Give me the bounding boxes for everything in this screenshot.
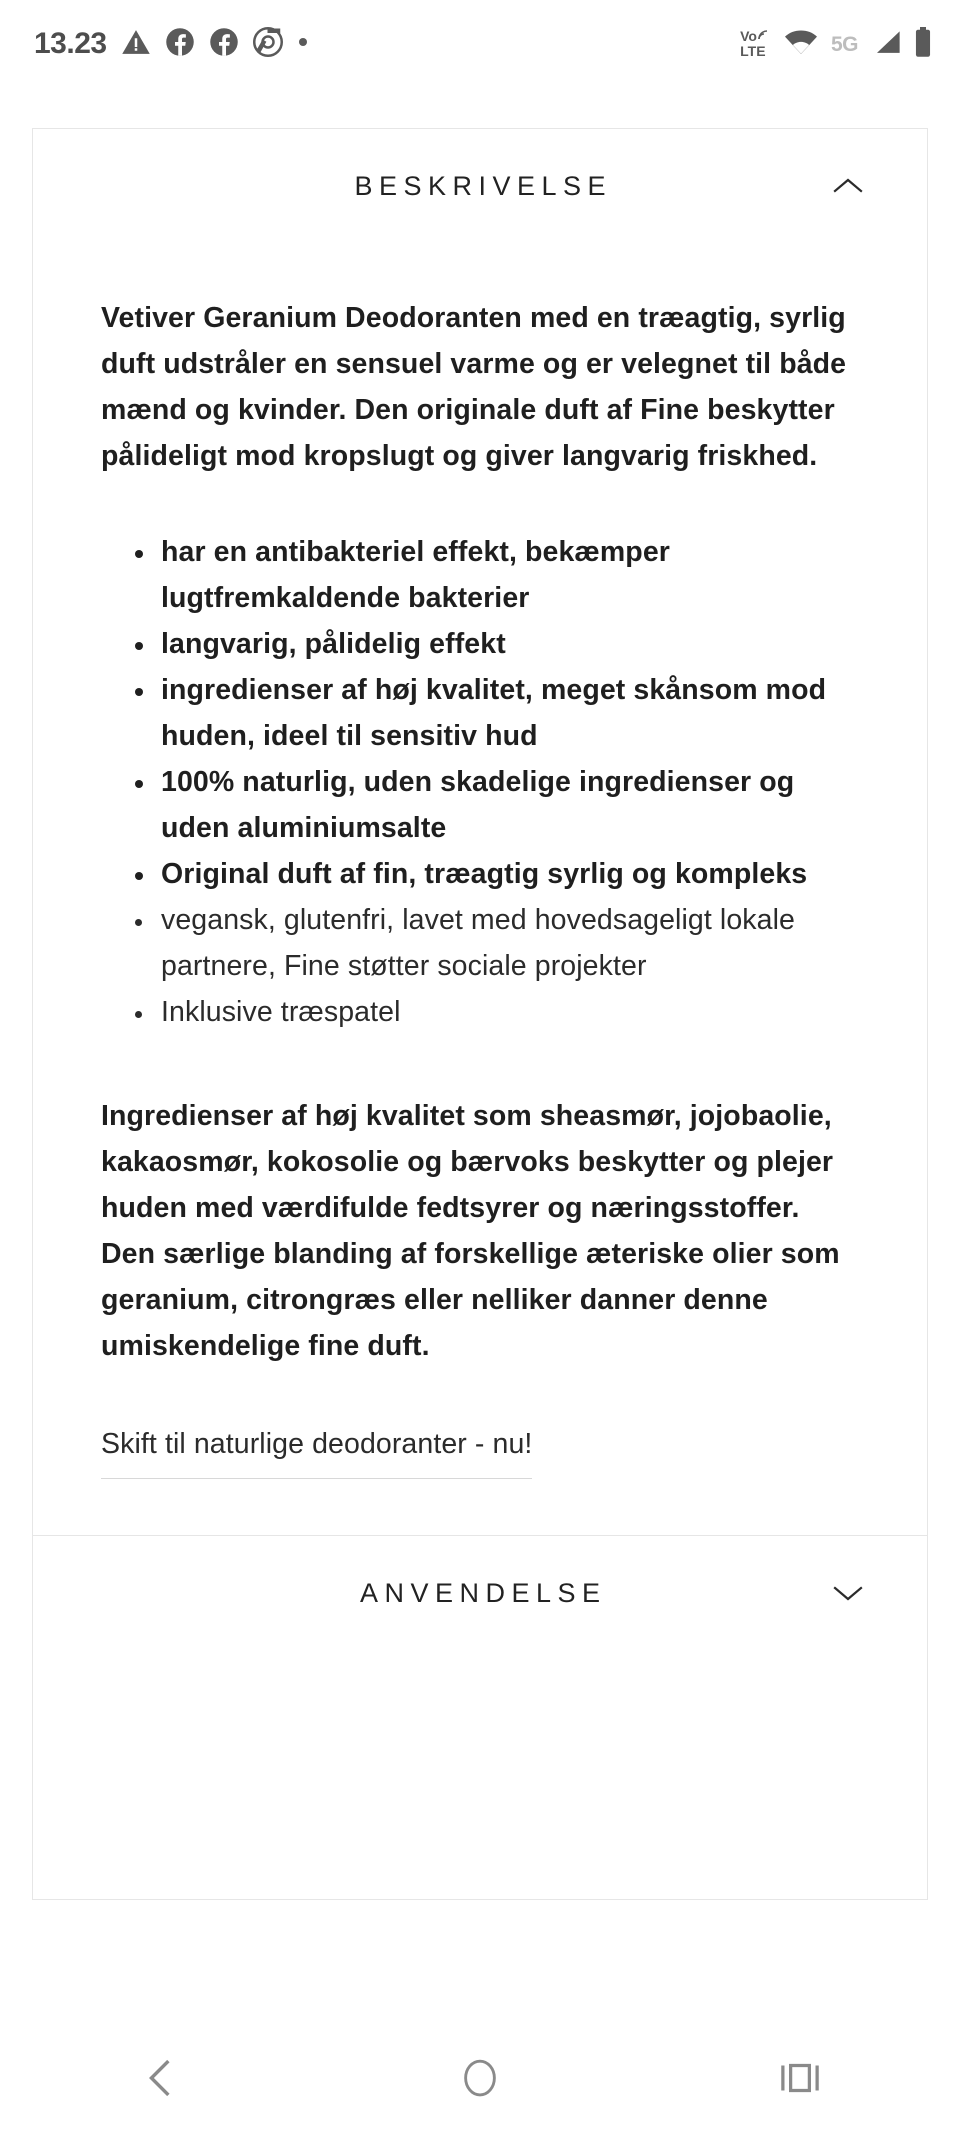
description-ingredients-paragraph: Ingredienser af høj kvalitet som sheasmør, jojobaolie, kakaosmør, kokosolie og bærvoks beskytter og plejer huden med værdifulde fedtsyrer og næringsstoffer. Den særlige blanding af forskellige æteriske olier som geranium, citrongræs eller nelliker danner denne umiskendelige fine duft. [101, 1100, 840, 1362]
facebook-icon-2 [209, 27, 239, 62]
description-feature-list [101, 529, 861, 1035]
list-item: 100% naturlig, uden skadelige ingredienser og uden aluminiumsalte [101, 759, 861, 851]
list-item: vegansk, glutenfri, lavet med hovedsageligt lokale partnere, Fine støtter sociale projekter [101, 897, 861, 989]
status-bar-left [34, 27, 309, 62]
chrome-icon [253, 27, 283, 62]
volte-label-bottom: LTE [740, 43, 766, 59]
status-bar-clock: 13.23 [34, 27, 107, 60]
status-bar-right [740, 27, 932, 62]
accordion-header-anvendelse[interactable] [33, 1536, 927, 1650]
description-intro-paragraph: Vetiver Geranium Deodoranten med en træagtig, syrlig duft udstråler en sensuel varme og er velegnet til både mænd og kvinder. Den originale duft af Fine beskytter pålideligt mod kropslugt og giver langvarig friskhed. [101, 302, 847, 472]
chevron-up-icon[interactable] [831, 169, 865, 203]
more-notifications-dot-icon [297, 35, 309, 53]
home-circle-icon [462, 2058, 498, 2103]
status-bar [0, 0, 960, 88]
volte-icon [740, 29, 771, 59]
back-chevron-icon [143, 2058, 177, 2103]
battery-icon [914, 27, 932, 62]
section-title-anvendelse: ANVENDELSE [359, 1577, 607, 1608]
switch-to-natural-deodorants-link[interactable]: Skift til naturlige deodoranter - nu! [101, 1423, 532, 1479]
chevron-down-icon[interactable] [831, 1576, 865, 1610]
nav-home-button[interactable] [400, 2027, 560, 2133]
nav-recents-button[interactable] [720, 2027, 880, 2133]
network-5g-label: 5G [830, 32, 858, 56]
accordion-header-beskrivelse[interactable] [33, 129, 927, 243]
list-item: Inklusive træspatel [101, 989, 861, 1035]
list-item: har en antibakteriel effekt, bekæmper lugtfremkaldende bakterier [101, 529, 861, 621]
list-item: ingredienser af høj kvalitet, meget skånsom mod huden, ideel til sensitiv hud [101, 667, 861, 759]
product-accordion-card [32, 128, 928, 1900]
warning-triangle-icon [121, 27, 151, 62]
nav-back-button[interactable] [80, 2027, 240, 2133]
cta-container [101, 1423, 861, 1535]
section-title-beskrivelse: BESKRIVELSE [354, 170, 613, 201]
accordion-body-beskrivelse [33, 295, 927, 1535]
volte-label-top: Vo [740, 28, 757, 44]
android-navigation-bar [0, 2027, 960, 2133]
list-item: langvarig, pålidelig effekt [101, 621, 861, 667]
cellular-signal-icon [871, 29, 901, 60]
recent-apps-icon [780, 2058, 820, 2103]
facebook-icon [165, 27, 195, 62]
list-item: Original duft af fin, træagtig syrlig og kompleks [101, 851, 861, 897]
wifi-icon [784, 29, 818, 60]
